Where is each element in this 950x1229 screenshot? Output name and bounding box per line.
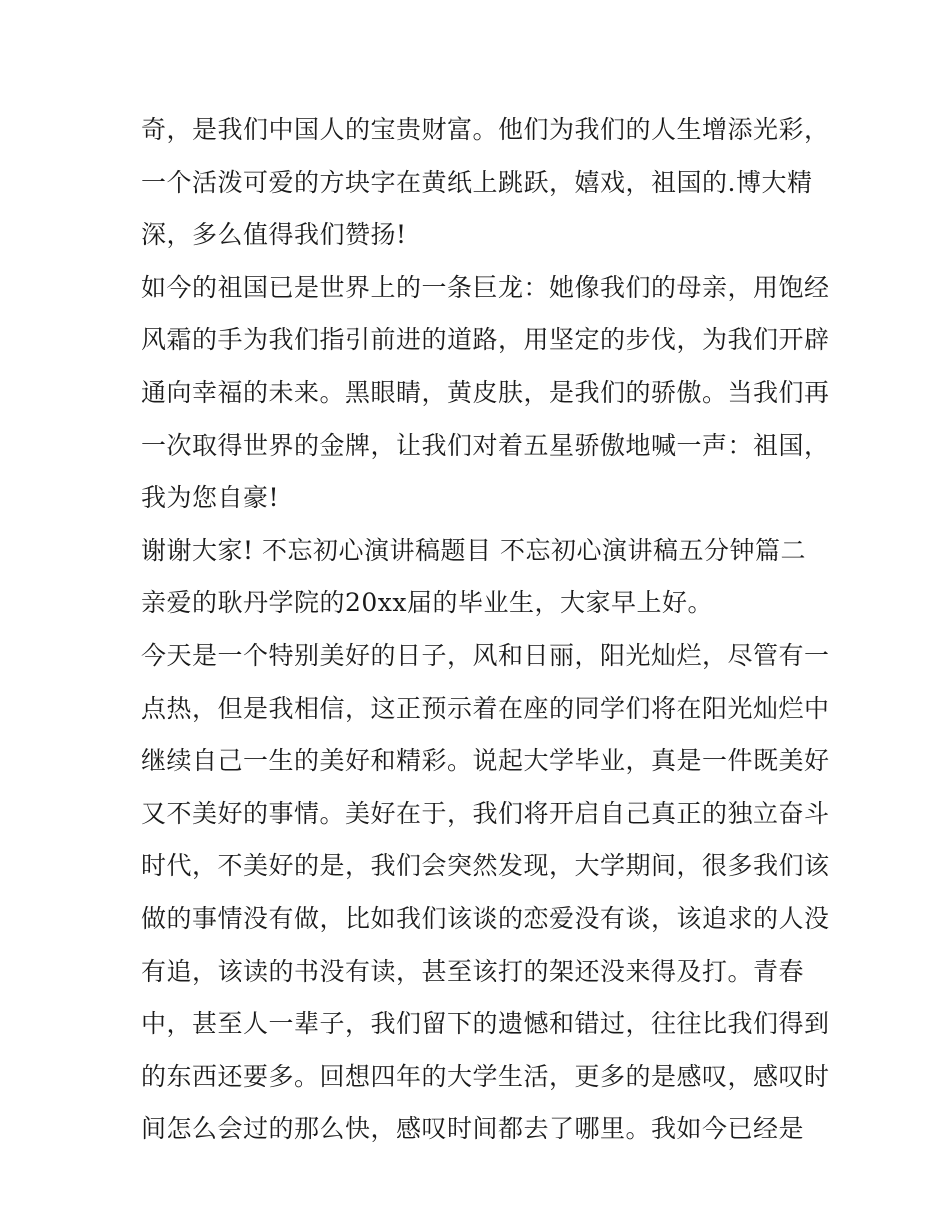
text-line: 间怎么会过的那么快，感叹时间都去了哪里。我如今已经是	[141, 1114, 805, 1144]
text-line: 今天是一个特别美好的日子，风和日丽，阳光灿烂，尽管有一	[141, 640, 830, 670]
text-line: 通向幸福的未来。黑眼睛，黄皮肤，是我们的骄傲。当我们再	[141, 377, 830, 407]
text-line: 谢谢大家! 不忘初心演讲稿题目 不忘初心演讲稿五分钟篇二	[141, 535, 806, 565]
text-line: 奇，是我们中国人的宝贵财富。他们为我们的人生增添光彩，	[141, 115, 830, 144]
text-line: 一次取得世界的金牌，让我们对着五星骄傲地喊一声：祖国，	[141, 430, 830, 460]
text-line: 风霜的手为我们指引前进的道路，用坚定的步伐，为我们开辟	[141, 325, 830, 355]
text-line: 深，多么值得我们赞扬!	[141, 220, 407, 250]
text-line: 点热，但是我相信，这正预示着在座的同学们将在阳光灿烂中	[141, 693, 830, 723]
text-line: 又不美好的事情。美好在于，我们将开启自己真正的独立奋斗	[141, 798, 830, 828]
document-body	[141, 104, 830, 1156]
text-line: 亲爱的耿丹学院的20xx届的毕业生，大家早上好。	[141, 588, 714, 618]
text-line: 的东西还要多。回想四年的大学生活，更多的是感叹，感叹时	[141, 1061, 830, 1091]
text-line: 时代，不美好的是，我们会突然发现，大学期间，很多我们该	[141, 851, 830, 881]
text-line: 如今的祖国已是世界上的一条巨龙：她像我们的母亲，用饱经	[141, 272, 830, 302]
text-line: 一个活泼可爱的方块字在黄纸上跳跃，嬉戏，祖国的.博大精	[141, 167, 813, 197]
text-line: 有追，该读的书没有读，甚至该打的架还没来得及打。青春	[141, 956, 805, 986]
text-line: 继续自己一生的美好和精彩。说起大学毕业，真是一件既美好	[141, 746, 830, 776]
text-line: 做的事情没有做，比如我们该谈的恋爱没有谈，该追求的人没	[141, 903, 830, 933]
text-line: 我为您自豪!	[141, 483, 280, 513]
text-line: 中，甚至人一辈子，我们留下的遗憾和错过，往往比我们得到	[141, 1009, 830, 1039]
